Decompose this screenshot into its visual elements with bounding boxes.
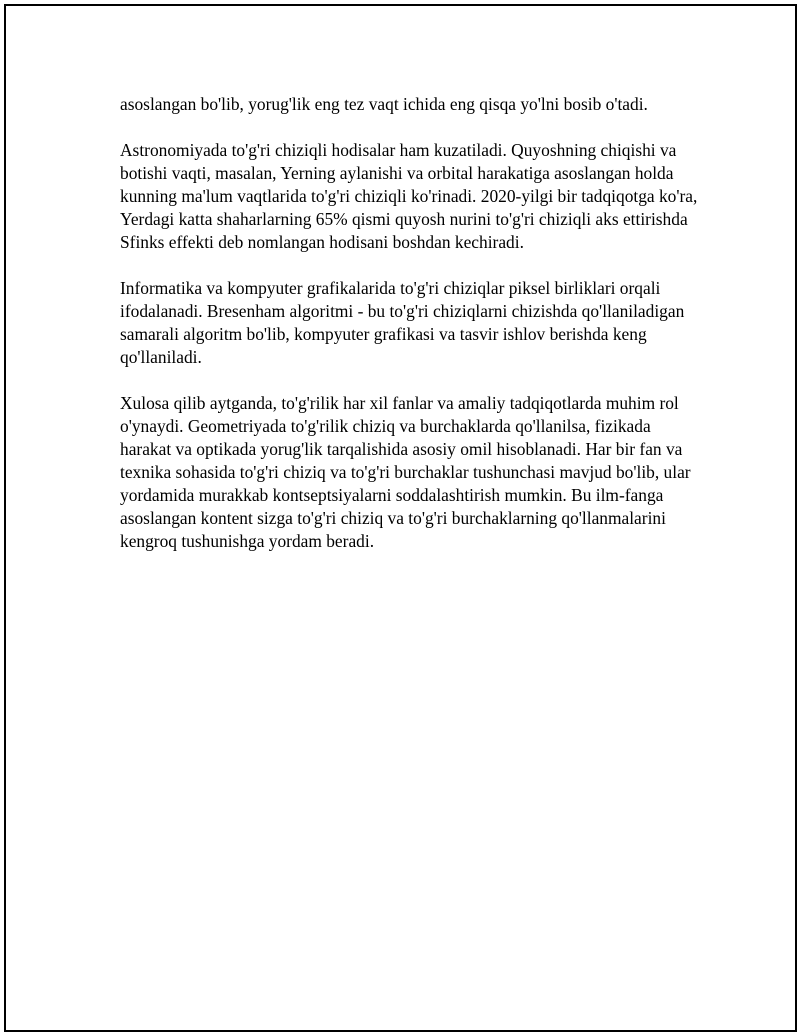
paragraph-conclusion: Xulosa qilib aytganda, to'g'rilik har xil fanlar va amaliy tadqiqotlarda muhim rol o'ynaydi. Geometriyada to'g'rilik chiziq va burchaklarda qo'llanilsa, fizikada harakat va optikada yorug'lik tarqalishida asosiy omil hisoblanadi. Har bir fan va texnika sohasida to'g'ri chiziq va to'g'ri burchaklar tushunchasi mavjud bo'lib, ular yordamida murakkab kontseptsiyalarni soddalashtirish mumkin. Bu ilm-fanga asoslangan kontent sizga to'g'ri chiziq va to'g'ri burchaklarning qo'llanmalarini kengroq tushunishga yordam beradi. xyxy=(120,393,691,551)
paragraph-computer-graphics: Informatika va kompyuter grafikalarida to'g'ri chiziqlar piksel birliklari orqali ifodalanadi. Bresenham algoritmi - bu to'g'ri chiziqlarni chizishda qo'llaniladigan samarali algoritm bo'lib, kompyuter grafikasi va tasvir ishlov berishda keng qo'llaniladi. xyxy=(120,278,685,367)
document-page xyxy=(4,4,797,1032)
paragraph-optics-continuation: asoslangan bo'lib, yorug'lik eng tez vaqt ichida eng qisqa yo'lni bosib o'tadi. xyxy=(120,94,648,114)
paragraph-astronomy: Astronomiyada to'g'ri chiziqli hodisalar ham kuzatiladi. Quyoshning chiqishi va botishi vaqti, masalan, Yerning aylanishi va orbital harakatiga asoslangan holda kunning ma'lum vaqtlarida to'g'ri chiziqli ko'rinadi. 2020-yilgi bir tadqiqotga ko'ra, Yerdagi katta shaharlarning 65% qismi quyosh nurini to'g'ri chiziqli aks ettirishda Sfinks effekti deb nomlangan hodisani boshdan kechiradi. xyxy=(120,140,698,252)
document-body xyxy=(120,93,700,576)
